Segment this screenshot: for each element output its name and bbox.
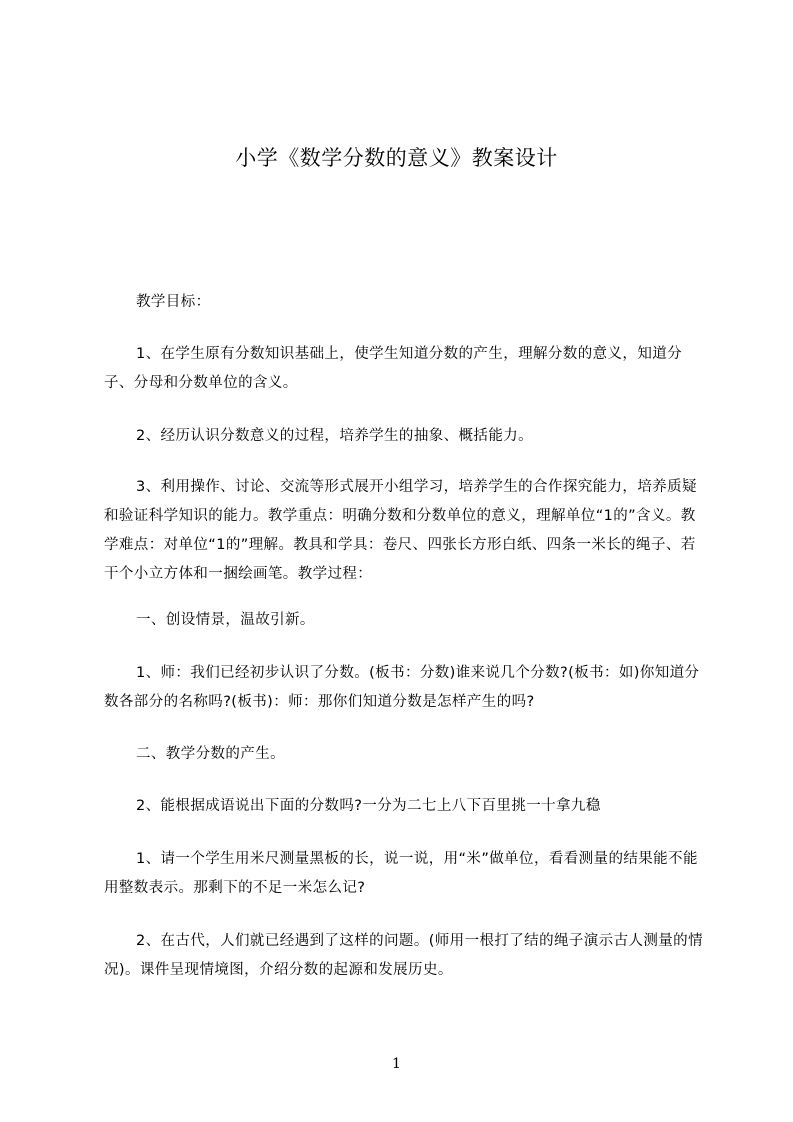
paragraph-section-2-heading: 二、教学分数的产生。 bbox=[136, 746, 285, 762]
paragraph-section-2-idioms: 2、能根据成语说出下面的分数吗?一分为二七上八下百里挑一十拿九稳 bbox=[136, 798, 601, 814]
paragraph-goal-2: 2、经历认识分数意义的过程，培养学生的抽象、概括能力。 bbox=[136, 428, 534, 444]
paragraph-goal-3: 3、利用操作、讨论、交流等形式展开小组学习，培养学生的合作探究能力，培养质疑和验证科学知识的能力。教学重点：明确分数和分数单位的意义，理解单位“1的”含义。教学难点：对单位“1的”理解。教具和学具：卷尺、四张长方形白纸、四条一米长的绳子、若干个小立方体和一捆绘画笔。教学过程： bbox=[104, 479, 697, 582]
paragraph-section-1-heading: 一、创设情景，温故引新。 bbox=[136, 612, 315, 628]
paragraph-section-2-item-1: 1、请一个学生用米尺测量黑板的长，说一说，用“米”做单位，看看测量的结果能不能用整数表示。那剩下的不足一米怎么记? bbox=[104, 851, 698, 896]
paragraph-teaching-goals-heading: 教学目标： bbox=[136, 294, 211, 310]
paragraph-goal-1: 1、在学生原有分数知识基础上，使学生知道分数的产生，理解分数的意义，知道分子、分母和分数单位的含义。 bbox=[104, 346, 683, 391]
paragraph-section-1-item-1: 1、师：我们已经初步认识了分数。(板书：分数)谁来说几个分数?(板书：如)你知道分数各部分的名称吗?(板书)：师：那你们知道分数是怎样产生的吗? bbox=[104, 665, 700, 710]
page-number: 1 bbox=[392, 1056, 401, 1072]
paragraph-section-2-item-2: 2、在古代，人们就已经遇到了这样的问题。(师用一根打了结的绳子演示古人测量的情况)。课件呈现情境图，介绍分数的起源和发展历史。 bbox=[104, 933, 703, 978]
document-title: 小学《数学分数的意义》教案设计 bbox=[235, 146, 558, 170]
